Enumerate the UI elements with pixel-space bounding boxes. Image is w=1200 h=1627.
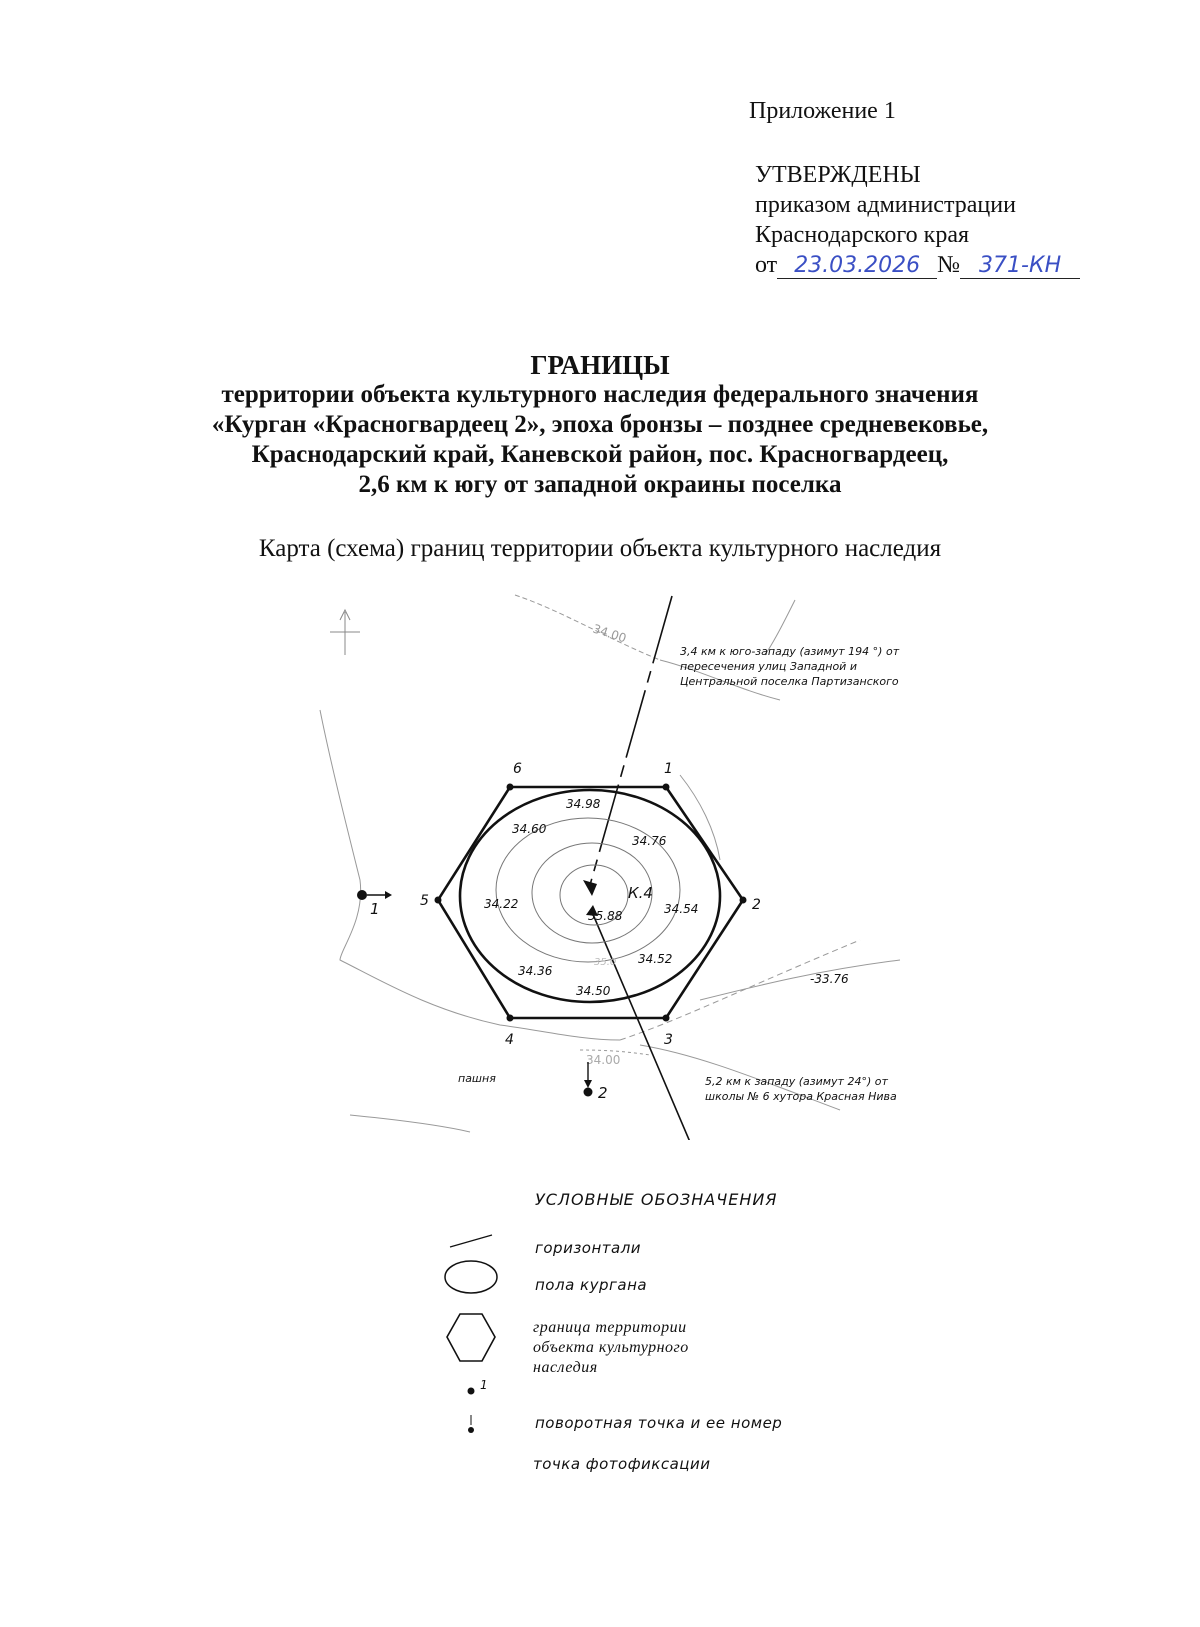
note-north-line-1: 3,4 км к юго-западу (азимут 194 °) от [680,645,900,658]
photo-point-2 [584,1062,608,1102]
boundary-map [0,580,1200,1140]
note-north-line-2: пересечения улиц Западной и [680,660,857,673]
note-south-line-1: 5,2 км к западу (азимут 24°) от [705,1075,888,1088]
arrow-head-north-icon [583,880,597,896]
vertex-label-3: 3 [664,1032,673,1048]
elev-outside-right: -33.76 [810,972,849,986]
document-title [0,350,1200,500]
legend-hexagon-icon [447,1314,495,1361]
vertex-label-1: 1 [664,761,673,777]
date-handwritten: 23.03.2026 [794,253,921,278]
field-label: пашня [458,1072,496,1085]
note-north [680,645,900,688]
number-prefix: № [937,252,961,278]
vertex-1 [663,784,670,791]
legend-item-photo-point: точка фотофиксации [533,1455,711,1473]
vertex-label-6: 6 [513,761,522,777]
order-line-2: Краснодарского края [755,222,970,248]
legend-boundary-line-3: наследия [533,1359,598,1376]
vertex-6 [507,784,514,791]
date-number-line [755,250,1080,280]
vertex-5 [435,897,442,904]
appendix-label: Приложение 1 [749,98,896,124]
number-handwritten: 371-КН [979,253,1062,278]
title-main: ГРАНИЦЫ [530,350,670,380]
date-prefix: от [755,252,778,278]
legend-ellipse-icon [445,1261,497,1293]
elev-right: 34.54 [664,902,699,916]
mound-label: К.4 [628,884,653,902]
elev-bottom: 34.50 [576,984,611,998]
legend-turn-point-number: 1 [480,1378,489,1392]
vertex-label-5: 5 [420,893,429,909]
elev-lower-right: 34.52 [638,952,673,966]
north-arrow-icon [330,610,360,655]
legend-item-boundary [533,1318,689,1378]
elevation-labels [484,797,849,998]
contour-label-bottom: 34.00 [586,1053,621,1067]
note-north-line-3: Центральной поселка Партизанского [680,675,899,688]
vertex-4 [507,1015,514,1022]
date-field [777,253,937,279]
photo-point-label-2: 2 [598,1084,608,1102]
legend-boundary-line-2: объекта культурного [533,1339,689,1356]
note-south [705,1075,897,1103]
title-line-1: территории объекта культурного наследия федерального значения [221,381,979,408]
legend-item-contours: горизонтали [535,1239,642,1257]
elev-upper-right: 34.76 [632,834,667,848]
vertex-2 [740,897,747,904]
mound-foot-outline [460,790,720,1002]
legend-symbols [440,1225,520,1485]
title-line-3: Краснодарский край, Каневской район, пос. Красногвардеец, [251,441,949,468]
legend-contour-icon [450,1235,492,1247]
legend-title: УСЛОВНЫЕ ОБОЗНАЧЕНИЯ [535,1190,778,1209]
legend-photo-point-icon [468,1427,474,1433]
contour-label-top: 34.00 [591,621,629,646]
legend-item-turn-point: поворотная точка и ее номер [535,1414,783,1432]
order-line-1: приказом администрации [755,192,1016,218]
photo-point-label-1: 1 [370,900,380,918]
legend-boundary-line-1: граница территории [533,1319,687,1336]
legend-item-mound-foot: пола кургана [535,1276,648,1294]
photo-point-1 [358,891,393,919]
elev-center: 35.88 [588,909,623,923]
vertex-3 [663,1015,670,1022]
title-line-4: 2,6 км к югу от западной окраины поселка [358,471,842,498]
vertex-label-4: 4 [505,1032,514,1048]
legend-turn-point-icon [468,1388,475,1395]
map-subtitle: Карта (схема) границ территории объекта культурного наследия [258,535,942,562]
elev-inner-faint: 35.0 [594,957,617,968]
vertex-label-2: 2 [752,897,761,913]
approval-block [749,96,1080,280]
elev-left: 34.22 [484,897,519,911]
elev-top: 34.98 [566,797,601,811]
note-south-line-2: школы № 6 хутора Красная Нива [705,1090,897,1103]
number-field [960,253,1080,279]
approved-label: УТВЕРЖДЕНЫ [755,162,921,188]
elev-upper-left: 34.60 [512,822,547,836]
title-line-2: «Курган «Красногвардеец 2», эпоха бронзы – позднее средневековье, [211,411,989,438]
elev-lower-left: 34.36 [518,964,553,978]
